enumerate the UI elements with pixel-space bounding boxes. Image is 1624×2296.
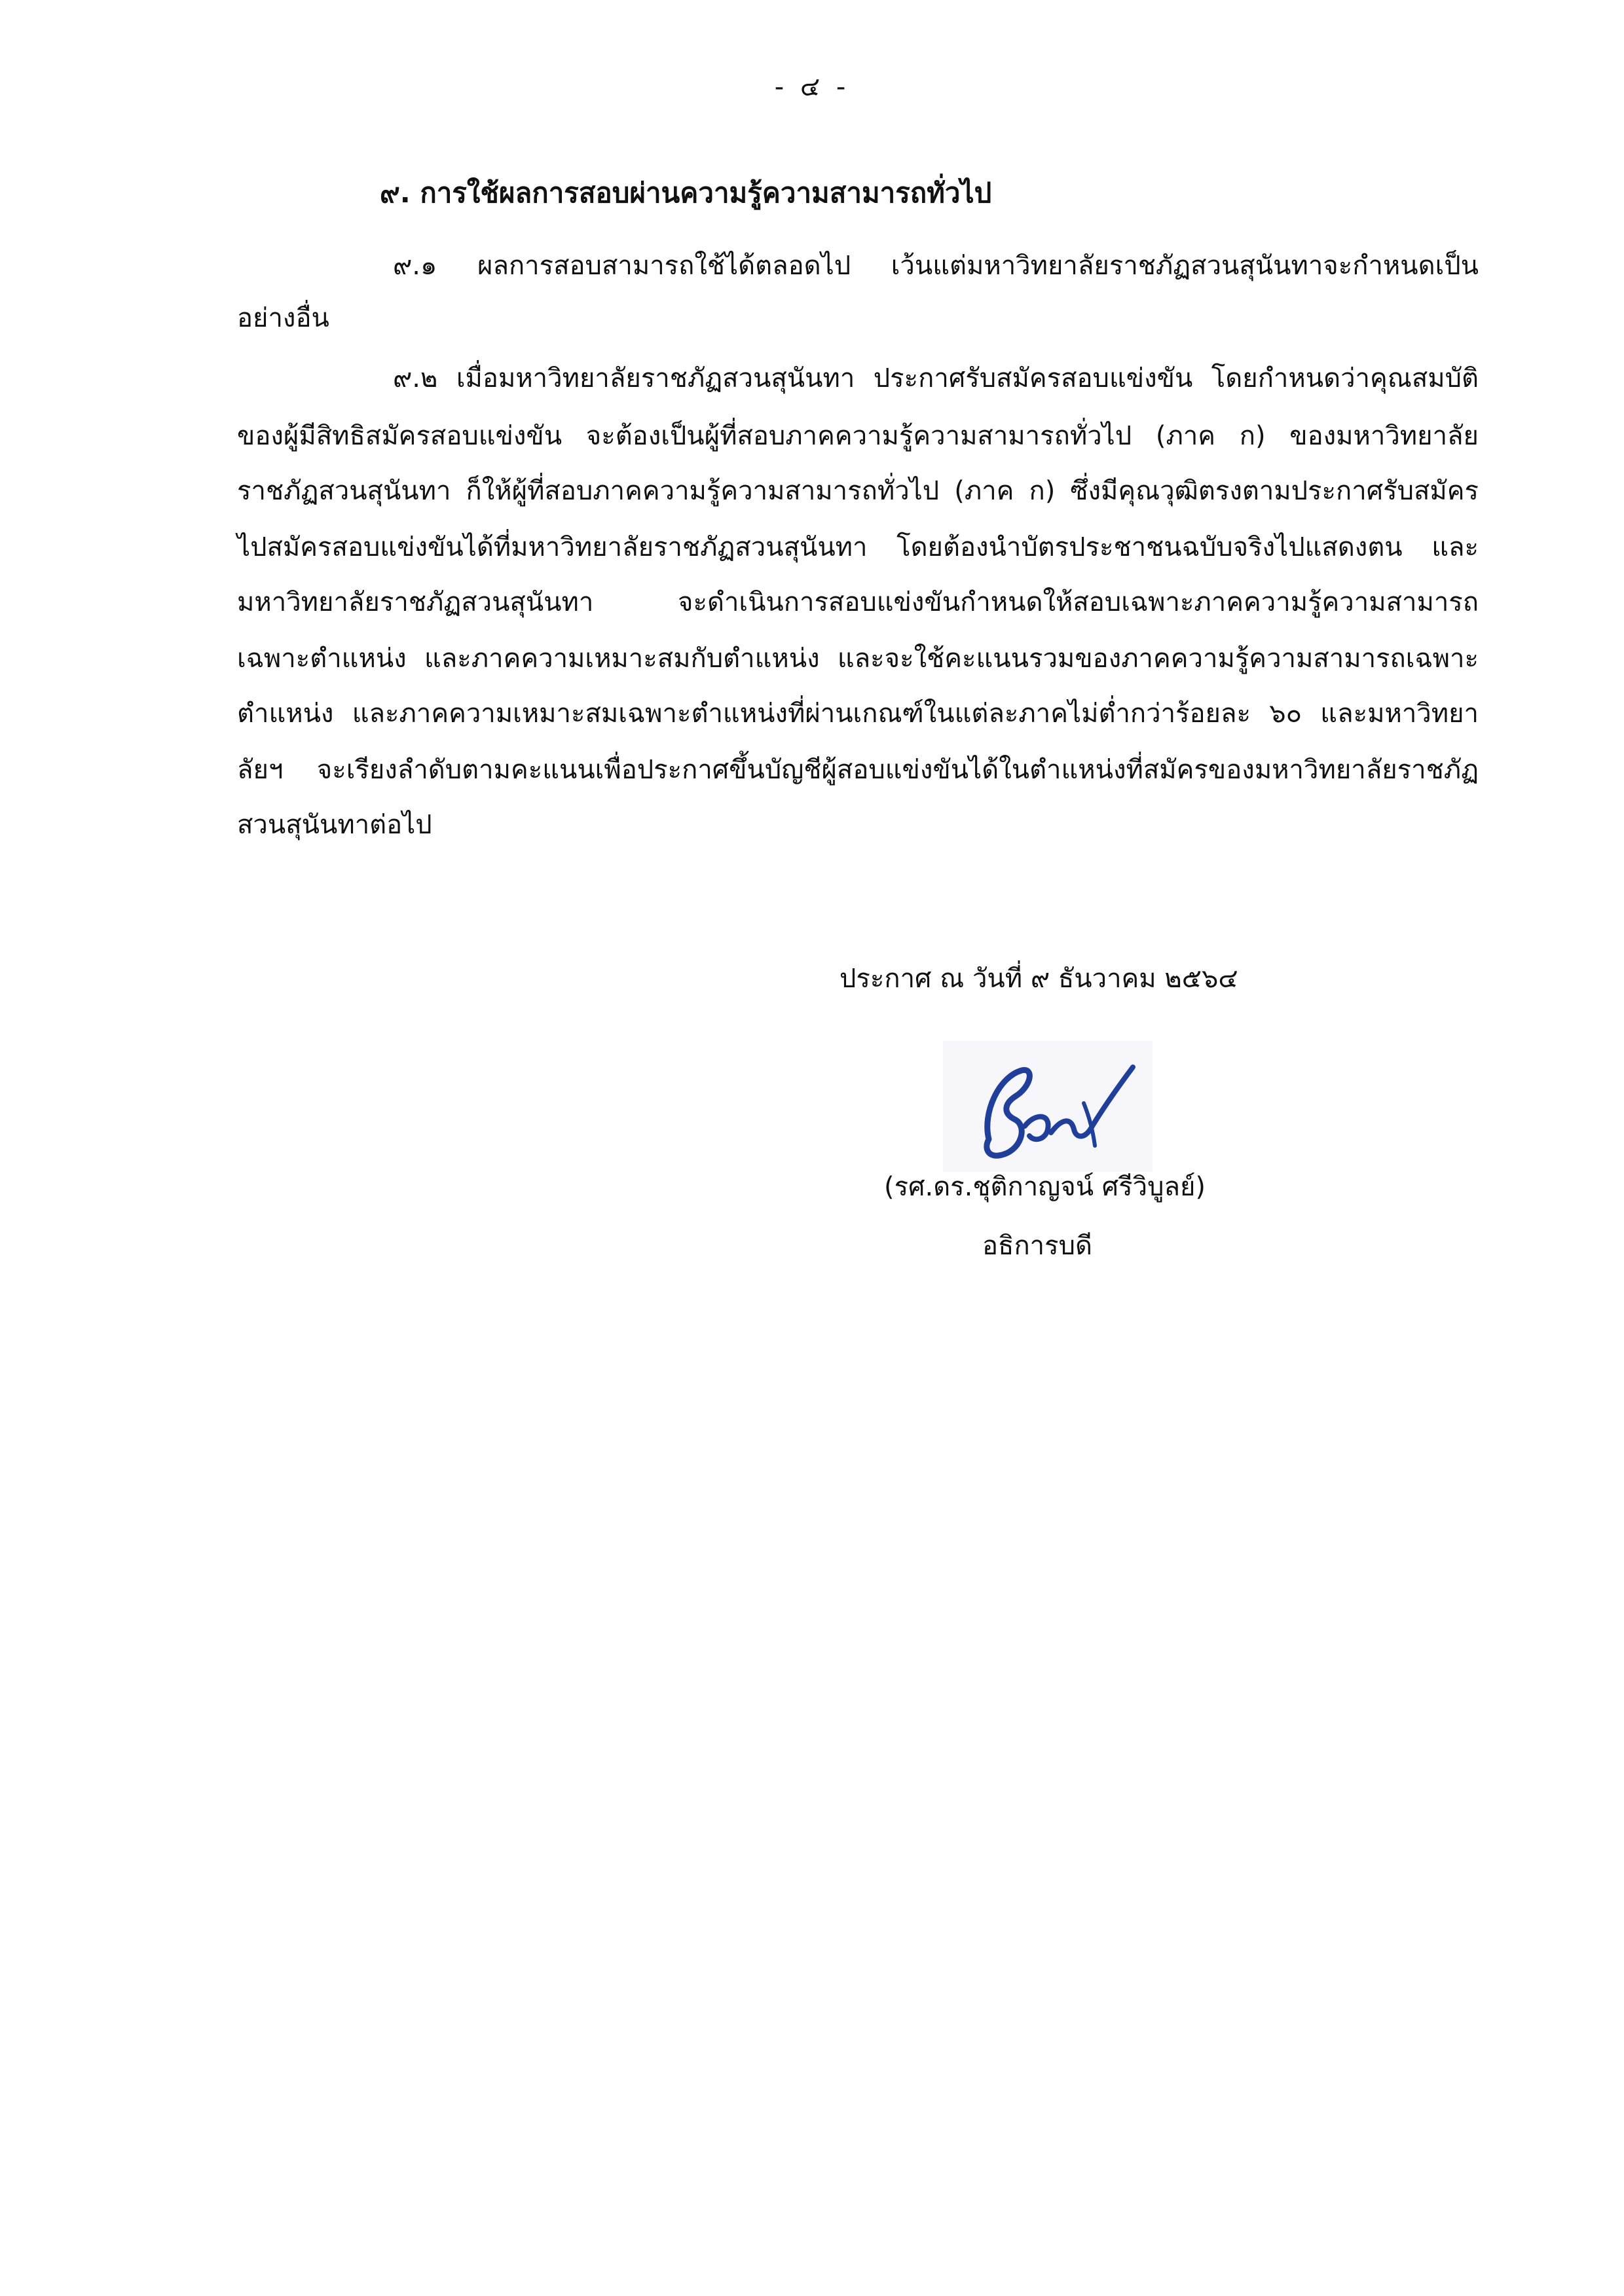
paragraph-9-2-line-2: ของผู้มีสิทธิสมัครสอบแข่งขัน จะต้องเป็นผู้ที่สอบภาคความรู้ความสามารถทั่วไป (ภาค ก) ของมหาวิทยาลัย (237, 421, 1479, 451)
page-number: - ๔ - (774, 72, 850, 102)
paragraph-9-1-line-1: ๙.๑ ผลการสอบสามารถใช้ได้ตลอดไป เว้นแต่มหาวิทยาลัยราชภัฏสวนสุนันทาจะกำหนดเป็น (393, 251, 1479, 281)
section-heading: ๙. การใช้ผลการสอบผ่านความรู้ความสามารถทั่วไป (380, 177, 992, 209)
signature (943, 1041, 1153, 1172)
paragraph-9-2-line-3: ราชภัฏสวนสุนันทา ก็ให้ผู้ที่สอบภาคความรู้ความสามารถทั่วไป (ภาค ก) ซึ่งมีคุณวุฒิตรงตามประกาศรับสมัคร (237, 476, 1479, 506)
paragraph-9-2-line-1: ๙.๒ เมื่อมหาวิทยาลัยราชภัฏสวนสุนันทา ประกาศรับสมัครสอบแข่งขัน โดยกำหนดว่าคุณสมบัติ (393, 363, 1479, 393)
paragraph-9-1-line-2: อย่างอื่น (237, 303, 329, 333)
paragraph-9-2-line-9: สวนสุนันทาต่อไป (237, 810, 432, 840)
signature-scan-background (943, 1041, 1153, 1172)
announcement-date: ประกาศ ณ วันที่ ๙ ธันวาคม ๒๕๖๔ (840, 964, 1238, 994)
paragraph-9-2-line-8: ลัยฯ จะเรียงลำดับตามคะแนนเพื่อประกาศขึ้นบัญชีผู้สอบแข่งขันได้ในตำแหน่งที่สมัครของมหาวิทยาลัยราชภัฏ (237, 755, 1479, 785)
paragraph-9-2-line-5: มหาวิทยาลัยราชภัฏสวนสุนันทา จะดำเนินการสอบแข่งขันกำหนดให้สอบเฉพาะภาคความรู้ความสามารถ (237, 587, 1479, 617)
signer-name: (รศ.ดร.ชุติกาญจน์ ศรีวิบูลย์) (884, 1172, 1206, 1202)
paragraph-9-2-line-4: ไปสมัครสอบแข่งขันได้ที่มหาวิทยาลัยราชภัฏสวนสุนันทา โดยต้องนำบัตรประชาชนฉบับจริงไปแสดงตน และ (237, 532, 1479, 562)
signer-title: อธิการบดี (982, 1231, 1092, 1261)
paragraph-9-2-line-6: เฉพาะตำแหน่ง และภาคความเหมาะสมกับตำแหน่ง และจะใช้คะแนนรวมของภาคความรู้ความสามารถเฉพาะ (237, 644, 1479, 674)
paragraph-9-2-line-7: ตำแหน่ง และภาคความเหมาะสมเฉพาะตำแหน่งที่ผ่านเกณฑ์ในแต่ละภาคไม่ต่ำกว่าร้อยละ ๖๐ และมหาวิทยา (237, 699, 1479, 729)
